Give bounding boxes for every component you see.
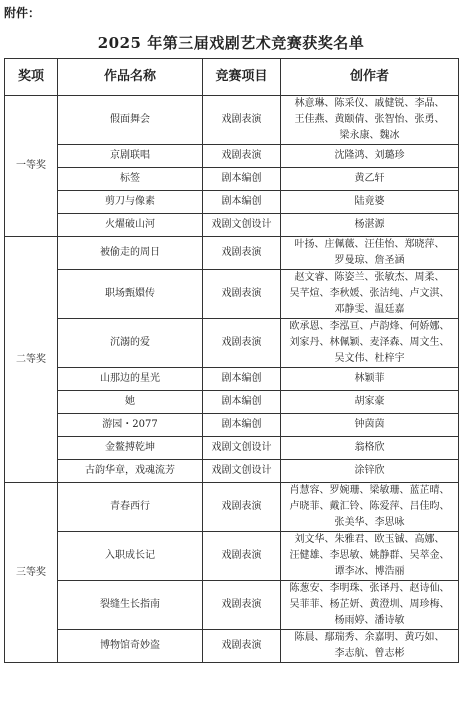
creator-names-line: 杨湛源: [354, 219, 385, 230]
creators-cell: [281, 630, 459, 663]
creator-names-line: 谭李冰、博浩丽: [334, 566, 405, 577]
work-title-cell: 剪刀与像素: [58, 191, 203, 214]
creator-names-line: 吴菲菲、杨芷妍、黄澄圳、周珍梅、: [289, 599, 450, 610]
creators-cell: [281, 191, 459, 214]
header-award: 奖项: [5, 59, 58, 96]
work-title-cell: 京剧联唱: [58, 145, 203, 168]
table-row: [5, 460, 459, 483]
table-row: [5, 168, 459, 191]
category-cell: 戏剧表演: [203, 483, 281, 532]
creator-names-line: 林意琳、陈采仪、戚健锐、李晶、: [294, 98, 445, 109]
creator-names-line: 陈葱安、李明珠、张译丹、赵诗仙、: [289, 583, 450, 594]
creator-names-line: 刘家丹、林佩颖、麦泽森、周文生、: [289, 337, 450, 348]
creators-cell: [281, 237, 459, 270]
creator-names-line: 黄乙轩: [354, 173, 385, 184]
category-cell: 戏剧文创设计: [203, 460, 281, 483]
table-row: [5, 368, 459, 391]
creators-cell: [281, 96, 459, 145]
category-cell: 戏剧表演: [203, 532, 281, 581]
creator-names-line: 钟茵茵: [354, 419, 385, 430]
category-cell: 戏剧表演: [203, 319, 281, 368]
creators-cell: [281, 460, 459, 483]
creator-names-line: 欧承恩、李泓亘、卢韵烽、何娇娜、: [289, 321, 450, 332]
creator-names-line: 陈晨、鄢瑞秀、余嘉明、黄巧如、: [294, 632, 445, 643]
category-cell: 戏剧表演: [203, 145, 281, 168]
creator-names-line: 王佳燕、黄颐倩、张智怡、张勇、: [294, 114, 445, 125]
creator-names-line: 叶扬、庄佩薇、汪佳怡、郑晓萍、: [294, 239, 445, 250]
category-cell: 剧本编创: [203, 368, 281, 391]
table-row: [5, 532, 459, 581]
work-title-cell: 入职成长记: [58, 532, 203, 581]
creators-cell: [281, 270, 459, 319]
creator-names-line: 李志航、曾志彬: [334, 648, 405, 659]
table-body: [5, 96, 459, 663]
category-cell: 剧本编创: [203, 191, 281, 214]
table-row: [5, 237, 459, 270]
creator-names-line: 杨雨婷、潘诗敏: [334, 615, 405, 626]
creators-cell: [281, 483, 459, 532]
creators-cell: [281, 532, 459, 581]
work-title-cell: 职场甄嬛传: [58, 270, 203, 319]
work-title-cell: 沉溺的爱: [58, 319, 203, 368]
table-row: [5, 581, 459, 630]
work-title-cell: 博物馆奇妙盗: [58, 630, 203, 663]
category-cell: 戏剧表演: [203, 630, 281, 663]
category-cell: 戏剧表演: [203, 96, 281, 145]
header-work: 作品名称: [58, 59, 203, 96]
work-title-cell: 青春西行: [58, 483, 203, 532]
table-row: [5, 319, 459, 368]
category-cell: 戏剧表演: [203, 237, 281, 270]
creators-cell: [281, 437, 459, 460]
creator-names-line: 罗曼琼、詹圣涵: [334, 255, 405, 266]
creators-cell: [281, 214, 459, 237]
category-cell: 戏剧文创设计: [203, 214, 281, 237]
creator-names-line: 沈隆鸿、刘璐珍: [334, 150, 405, 161]
table-row: [5, 270, 459, 319]
category-cell: 戏剧表演: [203, 581, 281, 630]
table-row: [5, 414, 459, 437]
creators-cell: [281, 168, 459, 191]
creator-names-line: 汪健雄、李思敏、姚静群、吴萃金、: [289, 550, 450, 561]
table-row: [5, 191, 459, 214]
creator-names-line: 胡家豪: [354, 396, 385, 407]
work-title-cell: 裂缝生长指南: [58, 581, 203, 630]
table-row: [5, 483, 459, 532]
table-row: [5, 630, 459, 663]
creator-names-line: 刘文华、朱雅君、欧玉铖、高娜、: [294, 534, 445, 545]
category-cell: 戏剧文创设计: [203, 437, 281, 460]
work-title-cell: 被偷走的周日: [58, 237, 203, 270]
work-title-cell: 火燿破山河: [58, 214, 203, 237]
category-cell: 剧本编创: [203, 168, 281, 191]
header-category: 竞赛项目: [203, 59, 281, 96]
creators-cell: [281, 414, 459, 437]
work-title-cell: 古韵华章，戏魂流芳: [58, 460, 203, 483]
table-header-row: [5, 59, 459, 96]
creators-cell: [281, 319, 459, 368]
document-title: 2025 年第三届戏剧艺术竞赛获奖名单: [97, 34, 365, 52]
creator-names-line: 吴文伟、杜梓宇: [334, 353, 405, 364]
table-row: [5, 437, 459, 460]
award-level-cell: 一等奖: [5, 96, 58, 237]
creator-names-line: 赵文睿、陈姿兰、张敏杰、周柔、: [294, 272, 445, 283]
work-title-cell: 假面舞会: [58, 96, 203, 145]
creator-names-line: 翁格欣: [354, 442, 385, 453]
creators-cell: [281, 368, 459, 391]
creators-cell: [281, 391, 459, 414]
creators-cell: [281, 581, 459, 630]
creator-names-line: 林颖菲: [354, 373, 385, 384]
category-cell: 剧本编创: [203, 391, 281, 414]
creators-cell: [281, 145, 459, 168]
category-cell: 戏剧表演: [203, 270, 281, 319]
work-title-cell: 山那边的星光: [58, 368, 203, 391]
table-row: [5, 391, 459, 414]
header-creators: 创作者: [281, 59, 459, 96]
award-level-cell: 三等奖: [5, 483, 58, 663]
work-title-cell: 游园・2077: [58, 414, 203, 437]
work-title-cell: 金鳌搏乾坤: [58, 437, 203, 460]
work-title-cell: 她: [58, 391, 203, 414]
creator-names-line: 涂锌欣: [354, 465, 385, 476]
creator-names-line: 吴芊煊、李秋媛、张洁纯、卢文淇、: [289, 288, 450, 299]
work-title-cell: 标签: [58, 168, 203, 191]
award-level-cell: 二等奖: [5, 237, 58, 483]
creator-names-line: 肖慧容、罗婉珊、梁敏珊、蓝芷晴、: [289, 485, 450, 496]
award-table: [4, 58, 459, 663]
category-cell: 剧本编创: [203, 414, 281, 437]
creator-names-line: 陆竟婆: [354, 196, 385, 207]
table-row: [5, 214, 459, 237]
creator-names-line: 卢晓菲、戴汇铃、陈爱萍、吕佳昀、: [289, 501, 450, 512]
attachment-label: 附件：: [4, 6, 41, 20]
creator-names-line: 梁永康、魏冰: [339, 130, 400, 141]
table-row: [5, 145, 459, 168]
table-row: [5, 96, 459, 145]
creator-names-line: 张美华、李思咏: [334, 517, 405, 528]
creator-names-line: 邓静雯、温廷嘉: [334, 304, 405, 315]
